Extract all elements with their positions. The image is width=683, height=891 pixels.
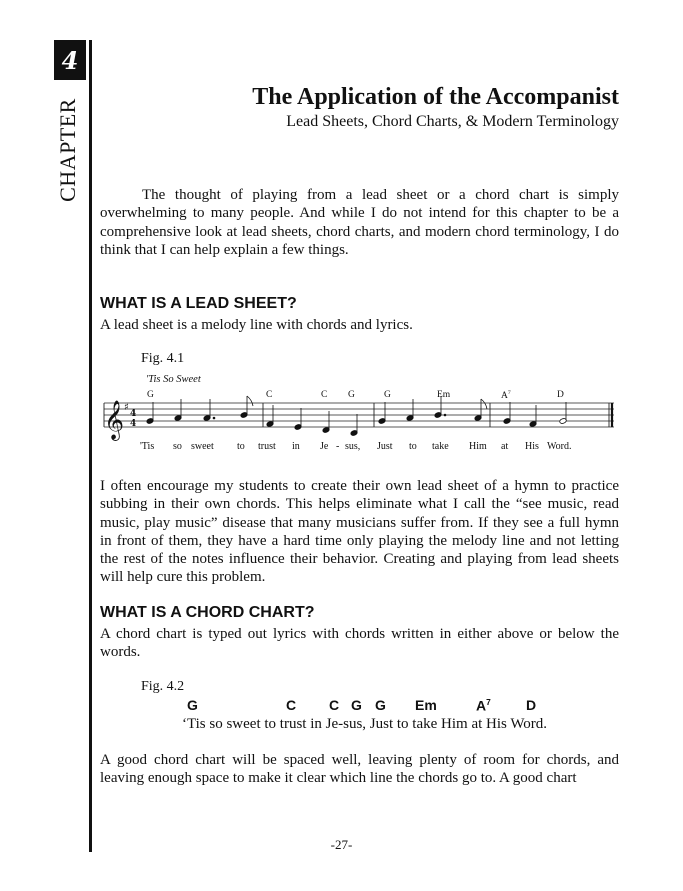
chord-chart-definition: A chord chart is typed out lyrics with chords written in either above or below the words.: [100, 626, 619, 661]
fig1-lyric: at: [501, 441, 509, 452]
fig1-label: Fig. 4.1: [141, 351, 185, 366]
page-subtitle: Lead Sheets, Chord Charts, & Modern Terminology: [286, 113, 619, 130]
fig1-lyric: Word.: [547, 441, 572, 452]
chord-chart-paragraph: A good chord chart will be spaced well, leaving plenty of room for chords, and leaving enough space to make it clear which line the chords go to. A good chart: [100, 752, 619, 787]
fig1-song-title: 'Tis So Sweet: [146, 374, 201, 385]
fig2-chord: G: [351, 697, 362, 713]
fig1-lyric: sus,: [345, 441, 361, 452]
page-title: The Application of the Accompanist: [252, 84, 619, 110]
fig2-chord: C: [329, 697, 340, 713]
fig1-chord: C: [321, 390, 328, 400]
fig2-label: Fig. 4.2: [141, 679, 185, 694]
notes: [146, 396, 567, 436]
fig2-lyric-line: ‘Tis so sweet to trust in Je-sus, Just to take Him at His Word.: [182, 716, 548, 732]
lead-sheet-heading: WHAT IS A LEAD SHEET?: [100, 295, 297, 312]
treble-clef-icon: 𝄞: [104, 400, 125, 440]
chord-chart-heading: WHAT IS A CHORD CHART?: [100, 604, 315, 621]
page-number: -27-: [330, 837, 353, 852]
fig1-lyric: in: [292, 441, 300, 452]
fig1-chord: G: [384, 390, 391, 400]
fig1-lyric: Je: [320, 441, 329, 452]
chapter-number: 4: [61, 45, 79, 75]
fig1-lyric: to: [237, 441, 245, 452]
chord-chart-definition-block: [100, 625, 619, 662]
fig1-chord: Em: [437, 390, 451, 400]
time-signature-bottom: 4: [130, 419, 137, 429]
fig1-lyric: -: [336, 441, 340, 452]
fig2-chord: D: [526, 697, 537, 713]
fig1-lyric: Just: [377, 441, 393, 452]
fig2-chord: G: [187, 697, 198, 713]
lead-sheet-definition: A lead sheet is a melody line with chords and lyrics.: [100, 317, 413, 333]
fig1-lyric: sweet: [191, 441, 214, 452]
fig2-chord: G: [375, 697, 386, 713]
fig1-chord: G: [348, 390, 355, 400]
intro-paragraph: The thought of playing from a lead sheet or a chord chart is simply overwhelming to many people. And while I do not intend for this chapter to be a comprehensive look at lead sheets, chord charts, and modern chord terminology, I do think that I can help explain a few things.: [100, 187, 619, 258]
fig1-chord: D: [557, 390, 564, 400]
fig1-chord: G: [147, 390, 154, 400]
paragraph-3-block: [100, 751, 619, 788]
fig1-chord: C: [266, 390, 273, 400]
fig1-lyric: 'Tis: [140, 441, 155, 452]
staff-lines: [104, 403, 614, 427]
fig1-lyric: trust: [258, 441, 276, 452]
paragraph-2-block: [100, 477, 619, 587]
fig1-lyric: to: [409, 441, 417, 452]
fig2-chord: Em: [415, 697, 437, 713]
fig1-lyric: take: [432, 441, 449, 452]
key-signature-sharp-icon: ♯: [124, 402, 129, 413]
time-signature-top: 4: [130, 409, 137, 419]
chapter-label: CHAPTER: [55, 98, 80, 202]
fig1-chord: $A^7$: [501, 390, 511, 402]
fig1-lyric: so: [173, 441, 182, 452]
lead-sheet-paragraph: I often encourage my students to create their own lead sheet of a hymn to practice subbing in their own chords. This helps eliminate what I call the “see music, read music, play music” disease that many musicians suffer from. If they see a full hymn in front of them, they have a hard time only playing the melody line and not letting the rest of the notes influence their behavior. Creating and playing from lead sheets will help cure this problem.: [100, 478, 619, 586]
fig2-chord: $A^7$: [476, 697, 491, 714]
fig1-lyric: His: [525, 441, 539, 452]
fig2-chord: C: [286, 697, 297, 713]
fig1-lyric: Him: [469, 441, 487, 452]
